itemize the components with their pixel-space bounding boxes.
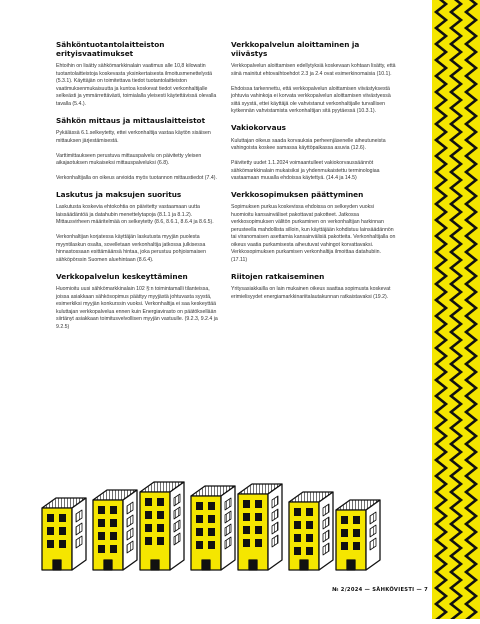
house bbox=[191, 486, 235, 570]
zigzag-pattern bbox=[432, 0, 480, 619]
paragraph: Laskutusta koskevia ehtokohtia on päivitetty vastaamaan uutta laissäädäntöä ja datahubin menettelytapoja (8.1.1 ja 8.1.2). Mittausvirheen määritelmää on selkeytetty (8.6, 8.6.1, 8.6.4 ja 8.6.5). bbox=[56, 204, 214, 226]
section-heading: Riitojen ratkaiseminen bbox=[231, 271, 325, 281]
house bbox=[336, 500, 380, 570]
paragraph: Ehdoissa tarkennettu, että verkkopalvelun aloittamisen viivästyksestä johtuvia vahinkoja ei korvata verkkopalvelun aloittamisen viivästyessä siitä syystä, ettei käyttäjä ole vahvistanut verkonhaltijalle turvallisen kytkennän vahvistamista verkonhaltijan sitä pyytäessä (10.3.1). bbox=[231, 85, 391, 115]
house bbox=[140, 482, 184, 570]
paragraph: Päivitetty uudet 1.1.2024 voimaantulleet vakiokorvaussäännöt sähkömarkkinalain mukaisiksi ja yhdenmukaistettu terminologiaa vastaamaan muualla ehdoissa käytettyä. (14.4 ja 14.5) bbox=[231, 160, 380, 182]
section-contract-termination bbox=[231, 190, 397, 264]
paragraph: Verkonhaltijan korjatessa käyttäjän laskutusta myyjän puolesta myyntilaskun osalta, sovelletaan verkonhaltija jatkossa julkisessa hinnastossaan esittämäänsä hintaa, joka perustuu pohjoismaisen sähköpörssin Suomen aluehintaan (8.6.4). bbox=[56, 234, 206, 263]
section-heading: Verkkosopimuksen päättyminen bbox=[231, 190, 364, 200]
section-heading: Sähkön mittaus ja mittauslaitteistot bbox=[56, 115, 206, 125]
section-dispute-resolution bbox=[231, 272, 397, 301]
section-heading: Vakiokorvaus bbox=[231, 123, 287, 133]
left-column bbox=[56, 40, 218, 339]
house bbox=[93, 490, 137, 570]
paragraph: Yritysasiakkailla on lain mukainen oikeus saattaa sopimusta koskevat erimielisyydet energiamarkkinariitalautakunnan ratkaistavaksi (19.2). bbox=[231, 286, 391, 300]
house bbox=[42, 498, 86, 570]
section-heading: Sähköntuotantolaitteiston erityisvaatimukset bbox=[56, 40, 165, 59]
paragraph: Varttimittaukseen perustuva mittauspalvelu on päivitetty yleisen aikajaotuksen mukaiseksi mittauspalveluksi (6.8). bbox=[56, 152, 202, 167]
paragraph: Verkonhaltijalla on oikeus arvioida myös tuotannon mittaustiedot (7.4). bbox=[56, 175, 217, 182]
right-column bbox=[231, 40, 397, 309]
paragraph: Sopimuksen purkua koskevissa ehdoissa on selkeyden vuoksi huomioitu kansainväliset pakottavat pakotteet. Jatkossa verkkosopimuksen välitön purkaminen on verkonhaltijan harkinnan perusteella mahdollista silloin, kun käyttäjään kohdistuu lainsäädännön tai viranomaisen asettamia kansainvälisiä pakotteita. Verkonhaltijalla on oikeus vaatia purkamisesta aiheutuvat vahingot korvattavaksi. Verkkosopimuksen purkamisen verkonhaltija ilmoittaa datahubiin. (17.11) bbox=[231, 204, 396, 263]
paragraph: Ehtoihin on lisätty sähkömarkkinalain vaatimus alle 10,8 kilowatin tuotantolaitteistoja koskevasta yksinkertaisesta ilmoitusmenettelystä (5.3.1). Käyttäjän on toimitettava tiedot tuotantolaitteiston vaatimuksenmukaisuutta ja kuntoa koskevat tiedot verkonhaltijalle selkeästi ja ymmärrettävästi, toimialalla yleisesti käytettävissä olevalla tavalla (5.4.). bbox=[56, 63, 217, 107]
section-billing bbox=[56, 190, 218, 264]
house bbox=[289, 492, 333, 570]
section-standard-compensation bbox=[231, 123, 397, 182]
section-service-interruption bbox=[56, 272, 218, 331]
paragraph: Kuluttajan oikeus saada korvauksia perheenjäsenelle aiheutuneista vahingoista koskee samassa käyttöpaikassa asuvia (12.6). bbox=[231, 137, 386, 152]
section-heading: Verkkopalvelun keskeyttäminen bbox=[56, 271, 188, 281]
row-of-houses-illustration bbox=[34, 458, 394, 576]
zigzag-line bbox=[451, 0, 461, 619]
zigzag-line bbox=[466, 0, 476, 619]
section-heading: Verkkopalvelun aloittaminen ja viivästys bbox=[231, 40, 360, 59]
paragraph: Verkkopalvelun aloittamisen edellytyksiä koskevaan kohtaan lisätty, että siinä mainitut ehtovaihtoehdot 2.3 ja 2.4 ovat esimerkinomaisia (10.1). bbox=[231, 63, 396, 77]
section-service-start bbox=[231, 40, 397, 116]
paragraph: Huomioitu uusi sähkömarkkinalain 102 §:n toimintamalli tilanteissa, joissa asiakkaan sähkösopimus päättyy myyjästä johtuvasta syystä, esimerkiksi myyjän konkurssin vuoksi. Verkonhaltija ei saa keskeyttää kuluttajan verkkopalvelua ennen kuin Energiavirasto on päätöksellään siirtänyt asiakkaan toimitusvelvollisen myyjän vastuulle. (9.2.3, 9.2.4 ja 9.2.5) bbox=[56, 286, 218, 330]
yellow-zigzag-stripe bbox=[432, 0, 480, 619]
page-footer: № 2/2024 — SÄHKÖVIESTI — 7 bbox=[332, 587, 428, 593]
section-heading: Laskutus ja maksujen suoritus bbox=[56, 190, 182, 200]
paragraph: Pykälässä 6.1.selkeytetty, ettei verkonhaltija vastaa käytön sisäisen mittauksen järjestämisestä. bbox=[56, 130, 211, 144]
zigzag-line bbox=[436, 0, 446, 619]
section-production-equipment bbox=[56, 40, 218, 108]
house bbox=[238, 484, 282, 570]
section-metering bbox=[56, 116, 218, 183]
